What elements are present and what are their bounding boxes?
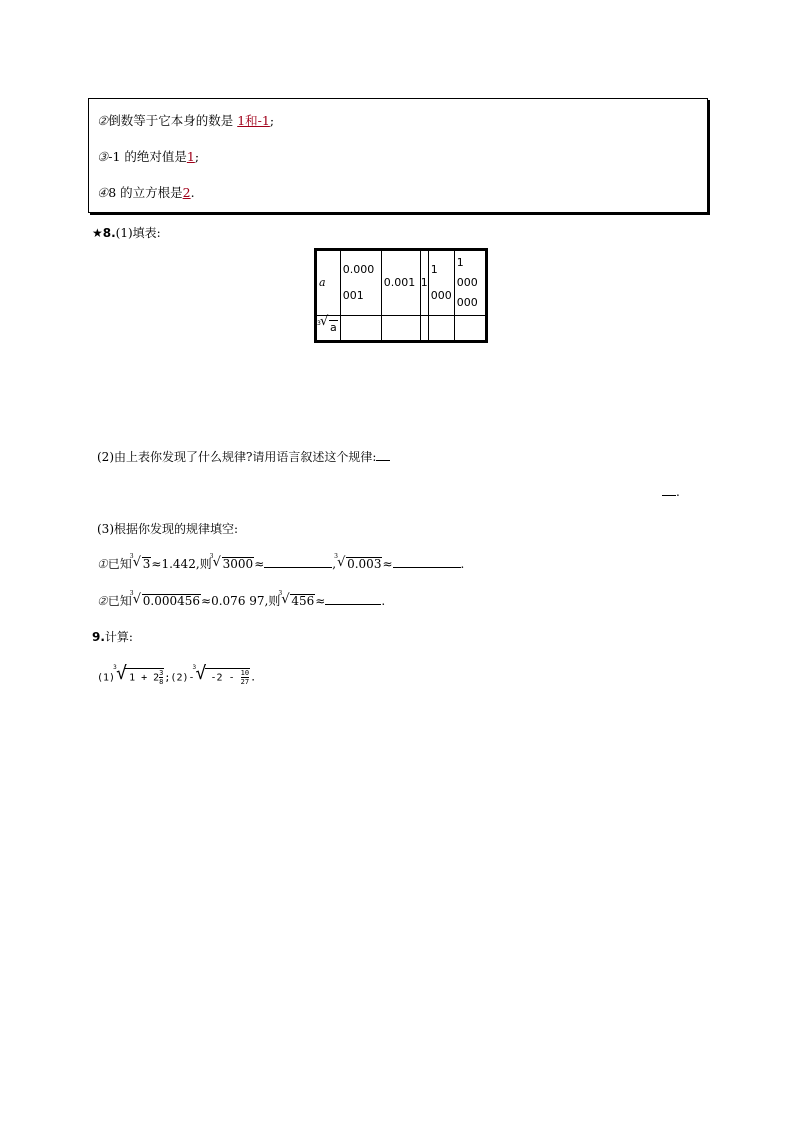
answer-line-2 <box>97 111 274 129</box>
expression-text: -2 - <box>210 672 241 684</box>
item-prefix: 已知 <box>107 557 132 571</box>
punctuation: . <box>250 672 257 684</box>
table-blank-cell[interactable] <box>428 316 454 342</box>
root-index: 3 <box>334 553 338 560</box>
table-cell-line: 000 <box>430 289 452 302</box>
item-text: ≈0.076 97,则 <box>201 594 281 608</box>
item-text: ≈1.442,则 <box>151 557 212 571</box>
cube-root-expression <box>129 590 201 608</box>
answer-value: 2 <box>182 185 191 200</box>
table-cell <box>340 250 381 316</box>
punctuation: . <box>676 485 680 499</box>
root-index: 3 <box>192 664 197 671</box>
circled-number: ② <box>97 113 109 128</box>
radical-icon: √ <box>337 555 346 570</box>
item-text: ≈ <box>382 557 393 571</box>
sub-question-label: (2) <box>170 672 189 684</box>
fill-item-1 <box>97 555 464 572</box>
punctuation: ; <box>269 113 275 128</box>
table-header-a: a <box>316 250 341 316</box>
answer-blank[interactable] <box>264 556 332 568</box>
question-8-heading <box>92 224 161 241</box>
answer-line-text: 8 的立方根是 <box>108 185 183 200</box>
table-cell-line: 000 <box>456 276 478 289</box>
radicand <box>125 668 164 688</box>
table-cell: 1 <box>420 250 428 316</box>
table-blank-cell[interactable] <box>381 316 420 342</box>
circled-number: ② <box>97 594 108 608</box>
radicand: 0.000456 <box>142 594 201 608</box>
radical-icon: √ <box>116 663 127 684</box>
answer-value: 1和-1 <box>237 113 270 128</box>
radical-icon: √ <box>281 592 290 607</box>
question-part-2-blank-end <box>662 484 680 499</box>
cube-root-expression <box>113 663 164 688</box>
radical-icon: √ <box>320 314 329 329</box>
question-number: 9. <box>92 630 105 644</box>
punctuation: ; <box>164 672 171 684</box>
table-cell-line: 1 <box>430 263 438 276</box>
answer-blank[interactable] <box>662 484 676 496</box>
table-cell-line: 1 <box>456 256 464 269</box>
table-cell: 0.001 <box>381 250 420 316</box>
cube-root-expression <box>334 553 382 571</box>
punctuation: , <box>332 557 337 571</box>
root-index: 3 <box>209 553 214 560</box>
punctuation: . <box>190 185 195 200</box>
answer-blank[interactable] <box>393 556 461 568</box>
answer-line-text: -1 的绝对值是 <box>108 149 187 164</box>
root-index: 3 <box>113 664 117 671</box>
circled-number: ① <box>97 557 108 571</box>
fraction-denominator: 8 <box>159 678 164 686</box>
answer-blank[interactable] <box>376 449 390 461</box>
radicand: 3000 <box>222 557 254 571</box>
table-blank-cell[interactable] <box>454 316 486 342</box>
table-cell-line: 0.000 <box>342 263 375 276</box>
item-text: ≈ <box>254 557 265 571</box>
radical-icon: √ <box>195 663 207 684</box>
cube-root-expression <box>209 553 255 571</box>
question-9-expressions <box>97 663 257 688</box>
cube-root-a <box>317 314 338 340</box>
fraction <box>241 669 249 686</box>
question-title: 计算: <box>104 630 133 644</box>
question-part-2 <box>97 448 390 465</box>
table-blank-cell[interactable] <box>340 316 381 342</box>
answer-line-text: 倒数等于它本身的数是 <box>108 113 234 128</box>
answer-line-3 <box>97 147 199 165</box>
table-blank-cell[interactable] <box>420 316 428 342</box>
radical-icon: √ <box>212 555 221 570</box>
question-number: ★8. <box>92 226 116 240</box>
table-cell-line: 000 <box>456 296 478 309</box>
fill-in-table <box>314 248 488 343</box>
root-index: 3 <box>317 320 321 327</box>
radicand: a <box>330 321 337 334</box>
expression-text: 1 + 2 <box>129 672 160 684</box>
sub-question-label: (1) <box>97 672 116 684</box>
answer-value: 1 <box>186 149 195 164</box>
circled-number: ③ <box>97 149 109 164</box>
radicand: 3 <box>142 557 151 571</box>
cube-root-expression <box>192 663 251 688</box>
radical-icon: √ <box>132 555 142 570</box>
negative-sign: - <box>188 672 195 684</box>
fill-item-2 <box>97 592 385 609</box>
question-part-2-text: (2)由上表你发现了什么规律?请用语言叙述这个规律: <box>97 450 377 464</box>
fraction <box>159 669 163 686</box>
item-text: ≈ <box>315 594 326 608</box>
item-prefix: 已知 <box>107 594 132 608</box>
radicand <box>205 668 251 688</box>
table-row <box>316 316 487 342</box>
cube-root-expression <box>278 590 315 608</box>
radical-icon: √ <box>132 592 142 607</box>
fraction-denominator: 27 <box>240 678 250 686</box>
question-part-1: (1)填表: <box>115 226 161 240</box>
radicand: 0.003 <box>347 557 382 571</box>
table-cell <box>428 250 454 316</box>
root-index: 3 <box>129 553 134 560</box>
table-header-cube-root <box>316 316 341 342</box>
table-row <box>316 250 487 316</box>
answer-box <box>88 98 708 213</box>
answer-blank[interactable] <box>325 593 381 605</box>
root-index: 3 <box>129 590 134 597</box>
fraction-numerator: 3 <box>159 669 164 677</box>
question-9-heading <box>92 628 133 645</box>
radicand: 456 <box>291 594 315 608</box>
table-cell-line: 001 <box>342 289 364 302</box>
circled-number: ④ <box>97 185 109 200</box>
root-index: 3 <box>278 590 283 597</box>
fraction-numerator: 10 <box>240 669 250 677</box>
cube-root-expression <box>129 553 152 571</box>
punctuation: . <box>381 594 386 608</box>
table-cell <box>454 250 486 316</box>
answer-line-4 <box>97 183 195 201</box>
punctuation: ; <box>194 149 200 164</box>
question-part-3: (3)根据你发现的规律填空: <box>97 522 239 536</box>
punctuation: . <box>460 557 465 571</box>
